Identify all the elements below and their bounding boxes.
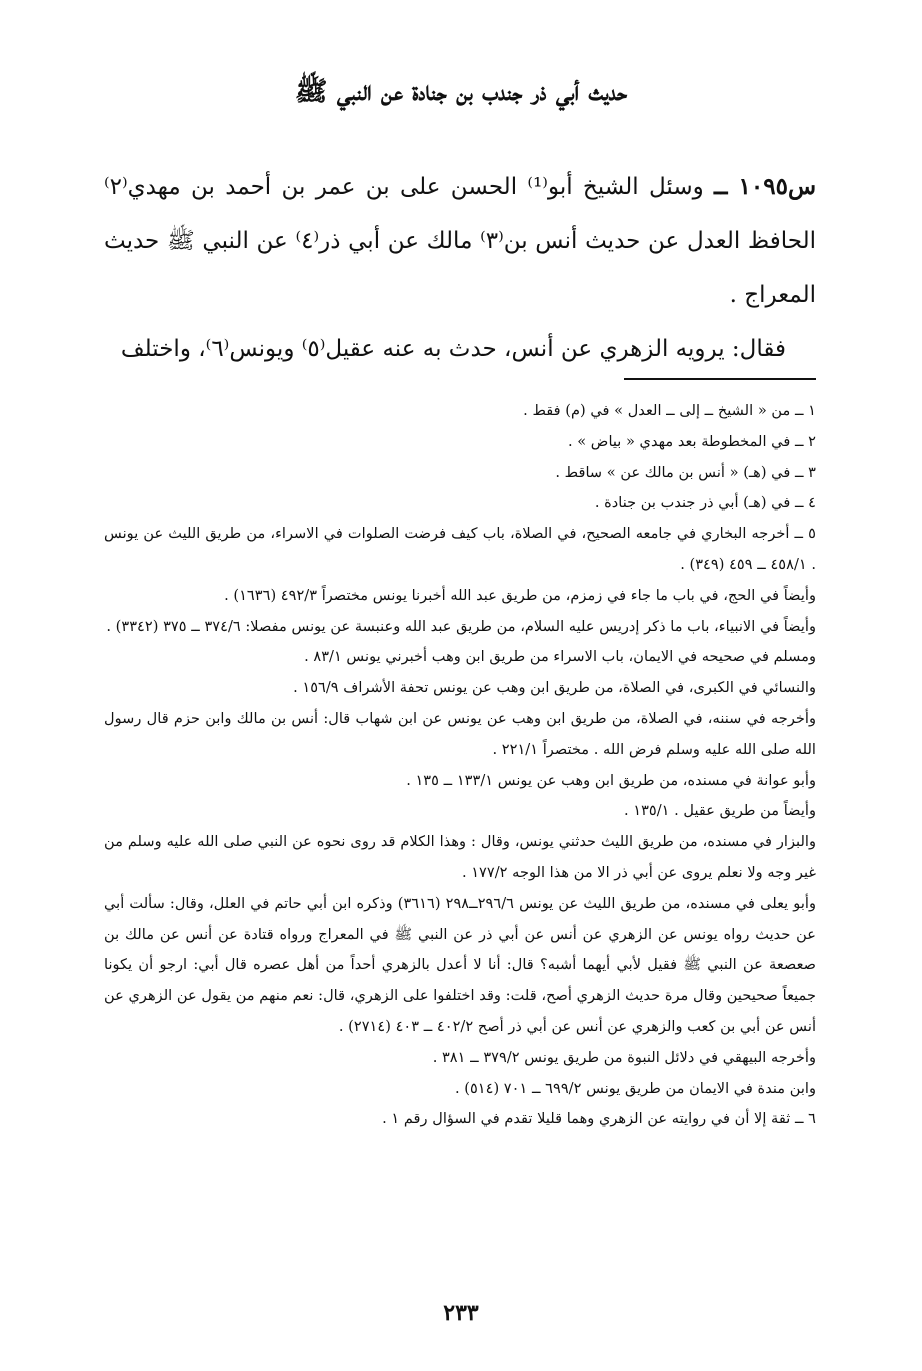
page-title: حديث أبي ذر جندب بن جنادة عن النبي ﷺ: [294, 76, 628, 107]
footnote-5-cont: والبزار في مسنده، من طريق الليث حدثني يونس، وقال : وهذا الكلام قد روى نحوه عن النبي صلى الله عليه وسلم من غير وجه ولا نعلم يروى عن أبي ذر الا من هذا الوجه ١٧٧/٢ .: [104, 833, 816, 881]
footnote-5-cont: وأبو عوانة في مسنده، من طريق ابن وهب عن يونس ١٣٣/١ ــ ١٣٥ .: [406, 771, 816, 789]
question-paragraph: [104, 160, 816, 322]
footnote-divider: [624, 378, 816, 380]
footnote-1: ١ ــ من « الشيخ ــ إلى ــ العدل » في (م) فقط .: [523, 402, 816, 419]
footnote-5-cont: وأخرجه البيهقي في دلائل النبوة من طريق يونس ٣٧٩/٢ ــ ٣٨١ .: [432, 1048, 816, 1066]
footnote-5-cont: وابن مندة في الايمان من طريق يونس ٦٩٩/٢ ــ ٧٠١ (٥١٤) .: [454, 1079, 816, 1097]
question-text: وسئل الشيخ أبو⁽¹⁾ الحسن على بن عمر بن أحمد بن مهدي⁽٢⁾ الحافظ العدل عن حديث أنس بن⁽٣⁾ مالك عن أبي ذر⁽٤⁾ عن النبي ﷺ حديث المعراج .: [104, 174, 816, 308]
footnotes: [104, 396, 816, 1135]
footnote-2: ٢ ــ في المخطوطة بعد مهدي « بياض » .: [567, 432, 816, 450]
answer-paragraph: فقال: يرويه الزهري عن أنس، حدث به عنه عقيل⁽٥⁾ ويونس⁽٦⁾، واختلف: [120, 336, 786, 362]
page-number: ٢٣٣: [443, 1300, 479, 1326]
footnote-5-cont: والنسائي في الكبرى، في الصلاة، من طريق ابن وهب عن يونس تحفة الأشراف ١٥٦/٩ .: [293, 679, 816, 697]
footnote-5-cont: وأبو يعلى في مسنده، من طريق الليث عن يونس ٢٩٦/٦ــ٢٩٨ (٣٦١٦) وذكره ابن أبي حاتم في العلل، وقال: سألت أبي عن حديث رواه يونس عن الزهري عن أنس عن أبي ذر عن النبي ﷺ في المعراج ورواه قتادة عن أنس عن مالك بن صعصعة عن النبي ﷺ فقيل لأبي أيهما أشبه؟ قال: أنا لا أعدل بالزهري أحداً من أهل عصره قال أبي: ارجو أن يكونا جميعاً صحيحين وقال مرة حديث الزهري أصح، قلت: وقد اختلفوا على الزهري، قال: نعم منهم من يقول عن الزهري عن أنس عن أبي بن كعب والزهري عن أنس عن أبي ذر أصح ٤٠٢/٢ ــ ٤٠٣ (٢٧١٤) .: [104, 894, 816, 1035]
footnote-5-cont: وأيضاً في الحج، في باب ما جاء في زمزم، من طريق عبد الله أخبرنا يونس مختصراً ٤٩٢/٣ (١٦٣٦) .: [224, 586, 816, 604]
footnote-3: ٣ ــ في (هـ) « أنس بن مالك عن » ساقط .: [555, 463, 816, 481]
footnote-5-cont: وأيضاً من طريق عقيل . ١٣٥/١ .: [623, 802, 816, 820]
footnote-4: ٤ ــ في (هـ) أبي ذر جندب بن جنادة .: [594, 494, 816, 512]
footnote-5: ٥ ــ أخرجه البخاري في جامعه الصحيح، في الصلاة، باب كيف فرضت الصلوات في الاسراء، من طريق الليث عن يونس . ٤٥٨/١ ــ ٤٥٩ (٣٤٩) .: [104, 525, 816, 573]
footnote-5-cont: وأيضاً في الانبياء، باب ما ذكر إدريس عليه السلام، من طريق عبد الله وعنبسة عن يونس مفصلا: ٣٧٤/٦ ــ ٣٧٥ (٣٣٤٢) .: [106, 617, 816, 635]
main-text: [104, 160, 816, 376]
footnote-6: ٦ ــ ثقة إلا أن في روايته عن الزهري وهما قليلا تقدم في السؤال رقم ١ .: [382, 1110, 816, 1128]
question-number: س١٠٩٥ ــ: [714, 173, 817, 200]
footnote-5-cont: ومسلم في صحيحه في الايمان، باب الاسراء من طريق ابن وهب أخبرني يونس ٨٣/١ .: [304, 648, 816, 666]
footnote-5-cont: وأخرجه في سننه، في الصلاة، من طريق ابن وهب عن يونس عن ابن شهاب قال: أنس بن مالك وابن حزم قال رسول الله صلى الله عليه وسلم فرض الله . مختصراً ٢٢١/١ .: [104, 709, 816, 758]
